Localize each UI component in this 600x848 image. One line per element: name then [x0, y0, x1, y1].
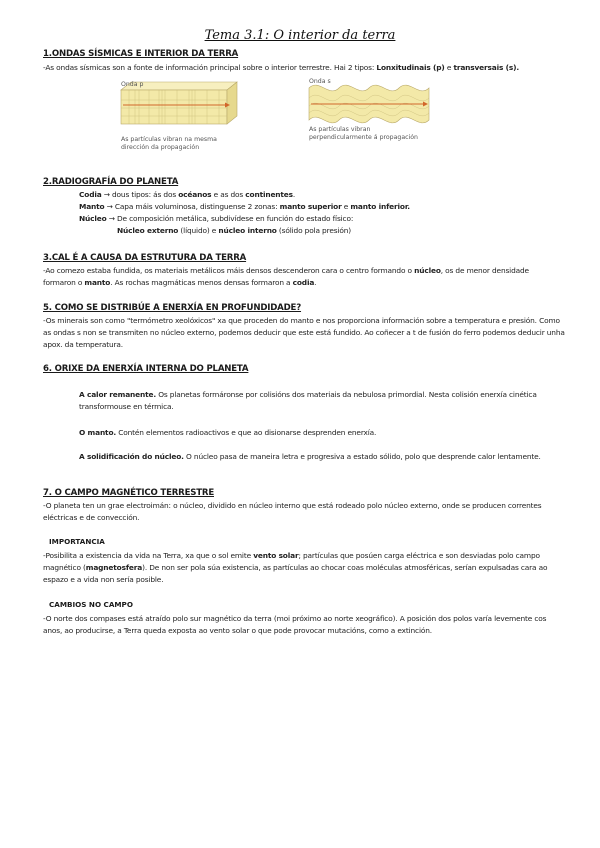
core-text: → De composición metálica, subdivídese en función do estado físico:: [106, 214, 354, 223]
seismic-and: e: [444, 63, 454, 72]
manto-term: manto: [84, 278, 111, 287]
outer-core-text: (líquido) e: [178, 226, 219, 235]
structure-cause-text: [43, 265, 563, 289]
oceanic-term: océanos: [178, 190, 212, 199]
field-changes-heading: CAMBIOS NO CAMPO: [49, 600, 133, 609]
outer-core-term: Núcleo externo: [117, 226, 179, 235]
p-wave-caption: As partículas vibran na mesma dirección da propagación: [121, 136, 217, 151]
crust-text-3: .: [292, 190, 296, 199]
s-wave-caption: As partículas vibran perpendicularmente á propagación: [309, 126, 418, 141]
core-solidification-item: [79, 451, 549, 463]
heading-planet-radiography: 2.RADIOGRAFÍA DO PLANETA: [43, 177, 179, 187]
mantle-line: [79, 201, 410, 213]
crust-text-2: e as dos: [211, 190, 246, 199]
magnetic-field-text: -O planeta ten un grae electroimán: o núcleo, dividido en núcleo interno que está rodeado polo núcleo externo, onde se producen correntes eléctricas e de convección.: [43, 501, 542, 522]
importance-text-3: ). De non ser pola súa existencia, as partículas ao chocar coas moléculas atmosféricas, serían expulsadas cara ao espazo e a vida non sería posible.: [43, 563, 548, 584]
structure-text-4: .: [314, 278, 317, 287]
p-wave-label: Onda p: [121, 81, 144, 88]
mantle-energy-item: [79, 427, 549, 439]
mantle-text-2: e: [341, 202, 351, 211]
importance-text-2: ; partículas que posúen carga eléctrica e son desviadas polo campo magnético (: [43, 551, 540, 572]
energy-distribution-text: -Os minerais son como "termómetro xeolóxicos" xa que proceden do manto e nos proporciona información sobre a temperatura e presión. Como as ondas s non se transmiten no núcleo externo, podemos deducir que este está fundido. Ao coñecer a t de fusión do ferro podemos deducir unha apox. da temperatura.: [43, 316, 565, 349]
crust-term: Codia: [79, 190, 102, 199]
crust-line: [79, 189, 295, 201]
transversal-term: transversais (s).: [453, 63, 520, 72]
upper-mantle-term: manto superior: [279, 202, 342, 211]
page-title: Tema 3.1: O interior da terra: [204, 28, 396, 43]
structure-text-3: . As rochas magmáticas menos densas formaron a: [110, 278, 293, 287]
mantle-energy-term: O manto.: [79, 428, 117, 437]
importance-text-1: -Posibilita a existencia da vida na Terra, xa que o sol emite: [43, 551, 254, 560]
structure-text-1: -Ao comezo estaba fundida, os materiais metálicos máis densos descenderon cara o centro formando o: [43, 266, 415, 275]
core-subdivision-line: [117, 225, 351, 237]
heading-magnetic-field: 7. O CAMPO MAGNÉTICO TERRESTRE: [43, 488, 214, 498]
s-wave-label: Onda s: [309, 78, 331, 85]
inner-core-term: núcleo interno: [218, 226, 277, 235]
magnetosphere-term: magnetosfera: [85, 563, 143, 572]
solar-wind-term: vento solar: [253, 551, 299, 560]
continental-term: continentes: [245, 190, 293, 199]
heading-structure-cause: 3.CAL É A CAUSA DA ESTRUTURA DA TERRA: [43, 253, 247, 263]
core-solidification-text: O núcleo pasa de maneira letra e progresiva a estado sólido, polo que desprende calor lentamente.: [183, 452, 541, 461]
s-wave-figure: [305, 74, 435, 158]
core-solidification-term: A solidificación do núcleo.: [79, 452, 184, 461]
core-line: [79, 213, 353, 225]
longitudinal-term: Lonxitudinais (p): [376, 63, 445, 72]
lower-mantle-term: manto inferior.: [350, 202, 410, 211]
residual-heat-term: A calor remanente.: [79, 390, 157, 399]
mantle-term: Manto: [79, 202, 105, 211]
seismic-intro: [43, 62, 519, 74]
seismic-intro-text: -As ondas sísmicas son a fonte de información principal sobre o interior terrestre. Hai 2 tipos:: [43, 63, 377, 72]
importance-text: [43, 550, 563, 586]
mantle-energy-text: Contén elementos radioactivos e que ao disionarse desprenden enerxía.: [116, 428, 377, 437]
importance-heading: IMPORTANCIA: [49, 537, 105, 546]
core-term: Núcleo: [79, 214, 107, 223]
s-wave-diagram: [305, 74, 435, 158]
structure-text-2: , os de menor densidade formaron o: [43, 266, 529, 287]
field-changes-text: -O norte dos compases está atraído polo sur magnético da terra (moi próximo ao norte xeográfico). A posición dos polos varía levemente cos anos, ao producirse, a Terra queda exposta ao vento solar o que pode provocar mutacións, como a extinción.: [43, 614, 547, 635]
heading-energy-distribution: 5. COMO SE DISTRIBÚE A ENERXÍA EN PROFUNDIDADE?: [43, 303, 302, 313]
heading-internal-energy-origin: 6. ORIXE DA ENERXÍA INTERNA DO PLANETA: [43, 364, 249, 374]
p-wave-figure: [115, 78, 240, 158]
mantle-text-1: → Capa máis voluminosa, distinguense 2 zonas:: [104, 202, 280, 211]
codia-term: codia: [292, 278, 315, 287]
inner-core-text: (sólido pola presión): [276, 226, 351, 235]
residual-heat-text: Os planetas formáronse por colisións dos materiais da nebulosa primordial. Nesta colisión enerxía cinética transformouse en térmica.: [79, 390, 537, 411]
residual-heat-item: [79, 389, 549, 413]
nucleus-term: núcleo: [414, 266, 441, 275]
crust-text-1: → dous tipos: ás dos: [101, 190, 179, 199]
heading-seismic-waves: 1.ONDAS SÍSMICAS E INTERIOR DA TERRA: [43, 49, 239, 59]
